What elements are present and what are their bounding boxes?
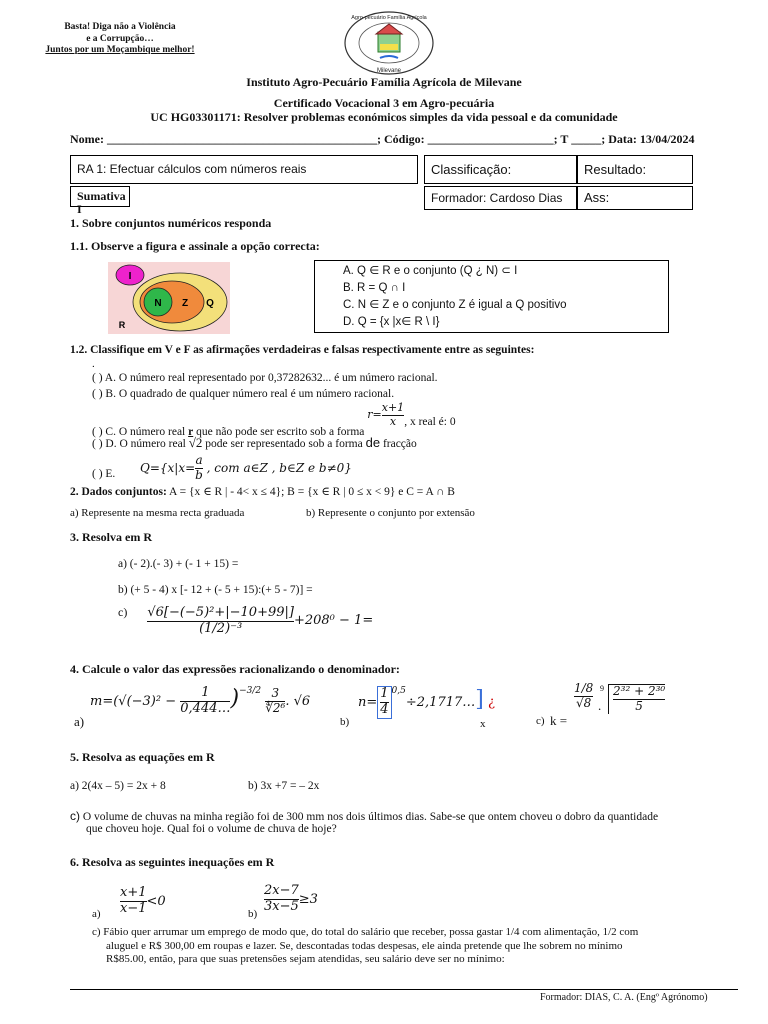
q3-c: c) $\frac{\text{√6[−(−5)²+|−10+99|]}}{\text{(1/2)⁻³}}$ +208⁰ − 1= xyxy=(118,605,374,636)
motto xyxy=(40,22,200,57)
q11-title: 1.1. Observe a figura e assinale a opção correcta: xyxy=(70,239,320,253)
q5-c: c) O volume de chuvas na minha região foi de 300 mm nos dois últimos dias. Sabe-se que ontem choveu o dobro da quantidade que choveu hoje. Qual foi o volume de chuva de hoje? xyxy=(70,809,659,835)
classificacao-cell[interactable]: Classificação: xyxy=(424,155,577,184)
svg-text:Milevane: Milevane xyxy=(376,68,402,74)
footer-signature: Formador: DIAS, C. A. (Engº Agrónomo) xyxy=(540,992,708,1003)
uc-title: UC HG03301171: Resolver problemas económicos simples da vida pessoal e da comunidade xyxy=(150,110,618,124)
statement-c-prefix: ( ) C. O número real xyxy=(92,425,189,438)
q3-b: b) (+ 5 - 4) x [- 12 + (- 5 + 15):(+ 5 - 7)] = xyxy=(118,584,313,596)
sqrt2-value: √2 xyxy=(188,435,203,450)
q11-options-box xyxy=(314,260,669,333)
q6-c: c) Fábio quer arrumar um emprego de modo que, do total do salário que receber, possa gastar 1/4 com alimentação, 1/2 com aluguel e R$ 300,00 em roupas e lazer. Se, descontadas todas despesas, ele ainda pretende que lhe sobrem no mínimo R$85.00, então, para que suas pretensões sejam atendidas, seu salário deve ser no mínimo: xyxy=(92,926,639,965)
statement-c-r: r xyxy=(188,425,194,438)
q12-statement-a: ( ) A. O número real representado por 0,37282632... é um número racional. xyxy=(92,372,438,384)
q4-b-mark: ¿ xyxy=(488,694,495,710)
motto-line-1: Basta! Diga não a Violência xyxy=(64,22,176,32)
q4-b-expression: n= $\frac{1}{4}$ $^{0,5}$÷2,1717…] ¿ xyxy=(358,686,495,717)
footer-rule xyxy=(70,989,738,990)
q12-set-definition: Q={x|x= $\frac{a}{b}$ , com a∈Z , b∈Z e b≠0} xyxy=(140,453,352,482)
school-logo xyxy=(340,10,438,76)
statement-c-mid: que não pode ser escrito sob a forma xyxy=(193,425,365,438)
a-over-b-fraction: $\frac{a}{b}$ xyxy=(195,453,203,482)
q2-part-b: b) Represente o conjunto por extensão xyxy=(306,507,475,519)
q6-a-fraction: $\frac{x+1}{x-1}$ xyxy=(120,885,147,916)
option-d[interactable]: D. Q = {x |x∈ R \ I} xyxy=(343,316,440,328)
q5-a: a) 2(4x – 5) = 2x + 8 xyxy=(70,780,166,792)
sets-diagram xyxy=(108,262,230,334)
q12-dot: . xyxy=(92,358,95,370)
statement-c-fraction: $\frac{x+1}{x}$ xyxy=(381,401,405,428)
q12-statement-e: ( ) E. xyxy=(92,468,116,480)
logo-seal-icon xyxy=(340,10,438,76)
q5-b: b) 3x +7 = – 2x xyxy=(248,780,320,792)
statement-c-r-eq: r= xyxy=(367,407,382,421)
q2-header xyxy=(70,484,455,498)
svg-text:Agro-pecuário Família Agrícola: Agro-pecuário Família Agrícola xyxy=(351,15,427,21)
institute-title: Instituto Agro-Pecuário Família Agrícola de Milevane xyxy=(246,75,522,89)
student-fields[interactable]: Nome: _____________________________________________; Código: _____________________; T _____; Data: 13/04/2024 xyxy=(70,132,695,146)
label-q: Q xyxy=(206,298,214,309)
label-i: I xyxy=(128,271,132,282)
q2-part-a: a) Represente na mesma recta graduada xyxy=(70,507,245,519)
q12-statement-c xyxy=(92,401,456,438)
label-z: Z xyxy=(181,298,189,309)
sumativa-cell: Sumativa I xyxy=(70,186,130,207)
label-n: N xyxy=(154,298,162,309)
option-c[interactable]: C. N ∈ Z e o conjunto Z é igual a Q positivo xyxy=(343,299,567,311)
motto-line-3: Juntos por um Moçambique melhor! xyxy=(45,45,195,55)
statement-c-suffix: , x real é: 0 xyxy=(404,415,456,428)
q12-statement-d: ( ) D. O número real √2 pode ser representado sob a forma de fracção xyxy=(92,435,417,450)
resultado-cell[interactable]: Resultado: xyxy=(577,155,693,184)
ra-cell: RA 1: Efectuar cálculos com números reais xyxy=(70,155,418,184)
q2-sets: A = {x ∈ R | - 4< x ≤ 4}; B = {x ∈ R | 0 ≤ x < 9} e C = A ∩ B xyxy=(166,486,455,498)
ass-cell[interactable]: Ass: xyxy=(577,186,693,210)
q12-statement-b: ( ) B. O quadrado de qualquer número real é um número racional. xyxy=(92,388,395,400)
formador-cell: Formador: Cardoso Dias xyxy=(424,186,577,210)
option-b[interactable]: B. R = Q ∩ I xyxy=(343,282,406,294)
q12-title: 1.2. Classifique em V e F as afirmações verdadeiras e falsas respectivamente entre as seguintes: xyxy=(70,344,535,356)
q1-title: 1. Sobre conjuntos numéricos responda xyxy=(70,216,272,230)
q6-title: 6. Resolva as seguintes inequações em R xyxy=(70,855,275,869)
q4-a-expression: m=(√(−3)² − $\frac{1}{0,444\dots}$ )$^{-3/2}$ $\frac{3}{\text{∜2⁶}}$ . √6 xyxy=(90,685,311,716)
q4-title: 4. Calcule o valor das expressões racionalizando o denominador: xyxy=(70,662,400,676)
q3-c-fraction: $\frac{\text{√6[−(−5)²+|−10+99|]}}{\text{(1/2)⁻³}}$ xyxy=(147,605,294,636)
q2-title: 2. Dados conjuntos: xyxy=(70,486,167,498)
q3-title: 3. Resolva em R xyxy=(70,530,152,544)
q6-b-fraction: $\frac{2x-7}{3x-5}$ xyxy=(264,883,299,914)
label-r: R xyxy=(118,320,126,330)
q4-c-fraction: $\frac{1/8}{√8}$ xyxy=(574,681,594,710)
option-a[interactable]: A. Q ∈ R e o conjunto (Q ¿ N) ⊂ I xyxy=(343,265,518,277)
q4-c-root: $\frac{\text{2³² + 2³⁰}}{5}$ xyxy=(608,684,665,714)
motto-line-2: e a Corrupção… xyxy=(86,33,154,44)
q5-title: 5. Resolva as equações em R xyxy=(70,750,215,764)
certificate-title: Certificado Vocacional 3 em Agro-pecuária xyxy=(273,96,495,110)
q3-a: a) (- 2).(- 3) + (- 1 + 15) = xyxy=(118,558,239,570)
